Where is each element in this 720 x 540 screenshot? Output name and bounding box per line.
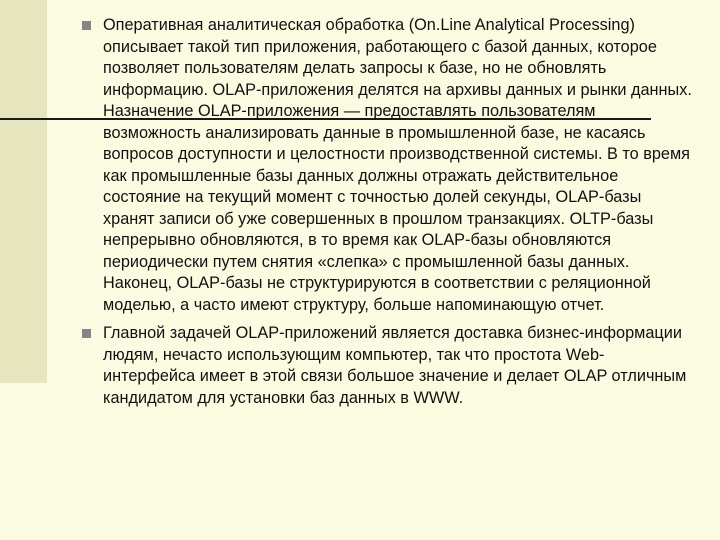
bullet-item-olap-definition <box>82 15 692 316</box>
left-decorative-panel <box>0 0 47 383</box>
bullet-text: Оперативная аналитическая обработка (On.Line Analytical Processing) описывает такой тип приложения, работающего с базой данных, которое позволяет пользователям делать запросы к базе, но не обновлять информацию. OLAP-приложения делятся на архивы данных и рынки данных. Назначение OLAP-приложения — предоставлять пользователям возможность анализировать данные в промышленной базе, не касаясь вопросов доступности и целостности производственной системы. В то время как промышленные базы данных должны отражать действительное состояние на текущий момент с точностью долей секунды, OLAP-базы хранят записи об уже совершенных в прошлом транзакциях. OLTP-базы непрерывно обновляются, в то время как OLAP-базы обновляются периодически путем снятия «слепка» с промышленной базы данных. Наконец, OLAP-базы не структурируются в соответствии с реляционной моделью, а часто имеют структуру, больше напоминающую отчет. <box>103 16 692 314</box>
bullet-text: Главной задачей OLAP-приложений является доставка бизнес-информации людям, нечасто использующим компьютер, так что простота Web-интерфейса имеет в этой связи большое значение и делает OLAP отличным кандидатом для установки баз данных в WWW. <box>103 324 687 407</box>
slide-content <box>82 15 692 416</box>
square-bullet-icon <box>82 21 91 30</box>
square-bullet-icon <box>82 329 91 338</box>
bullet-item-olap-goal <box>82 323 692 409</box>
